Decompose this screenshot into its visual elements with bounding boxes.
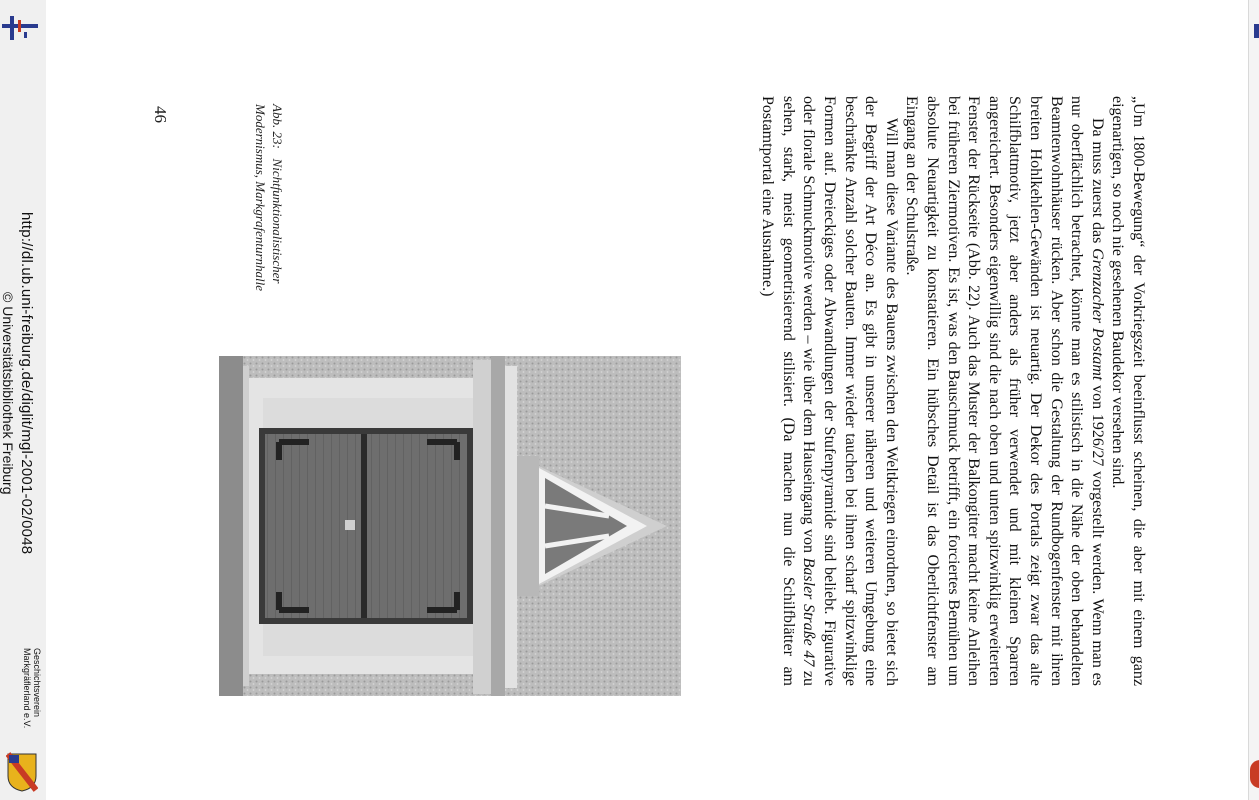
paragraph-3: Will man diese Variante des Bauens zwischen den Weltkriegen einordnen, so bietet sich der Begriff der Art Déco an. Es gibt in unserer näheren und weiteren Umgebung eine beschränkte Anzahl solcher Bauten. Immer wieder tauchen bei ihnen scharf spitzwinklige Formen auf. Dreieckiges oder Abwandlungen der Stufenpyramide sind beliebt. Figurative oder florale Schmuckmotive werden – wie über dem Hauseingang von Basler Straße 47 zu sehen, stark, meist geometrisierend stilisiert. (Da machen nun die Schilfblätter am Postamtportal eine Ausnahme.) (759, 96, 900, 687)
body-text (757, 96, 1148, 686)
paragraph-2: Da muss zuerst das Grenzacher Postamt von 1926/27 vorgestellt werden. Wenn man es nur oberflächlich betrachtet, könnte man es stilistisch in die Nähe der oben behandelten Beamtenwohnhäuser rücken. Aber schon die Gestaltung der Rundbogenfenster mit ihren breiten Hohlkehlen-Gewänden ist neuartig. Der Dekor des Portals zeigt zwar das alte Schilfblattmotiv, jetzt aber anders als früher verwendet und mit kleinen Sparren angereichert. Besonders eigenwillig sind die nach oben und unten spitzwinklig erweiterten Fenster der Rückseite (Abb. 22). Auch das Muster der Balkongitter macht keine Anleihen bei früheren Ziermotiven. Es ist, was den Bauschmuck betrifft, ein forciertes Bemühen um absolute Neuartigkeit zu konstatieren. Ein hübsches Detail ist das Oberlichtfenster am Eingang an der Schulstraße. (903, 96, 1106, 687)
next-page-tag-icon (1254, 24, 1259, 38)
library-logo-icon (2, 10, 38, 46)
figure-photo-window (219, 356, 681, 696)
document-url[interactable]: http://dl.ub.uni-freiburg.de/diglit/mgl-2001-02/0048 (18, 212, 35, 555)
emphasis-grenzacher-postamt: Grenzacher Postamt (1088, 248, 1106, 381)
society-crest-icon (6, 752, 38, 792)
next-page-edge[interactable] (1248, 0, 1259, 800)
society-name-line1: Geschichtsverein (32, 648, 42, 718)
society-name-line2: Markgräflerland e.V. (22, 648, 32, 729)
caption-label: Abb. 23: (270, 104, 285, 149)
paragraph-1: „Um 1800-Bewegung“ der Vorkriegszeit beeinflusst scheinen, die aber mit einem ganz eigenartigen, so noch nie gesehenen Baudekor versehen sind. (1109, 96, 1147, 686)
emphasis-basler-strasse: Basler Straße 47 (800, 557, 818, 667)
next-page-badge-icon (1250, 760, 1259, 788)
caption-line1: Nichtfunktionalistischer (270, 158, 285, 284)
page-number: 46 (151, 106, 170, 123)
caption-line2: Modernismus, Markgrafenturnhalle (253, 104, 268, 292)
society-name (22, 648, 42, 728)
copyright-notice: © Universitätsbibliothek Freiburg (0, 292, 16, 495)
